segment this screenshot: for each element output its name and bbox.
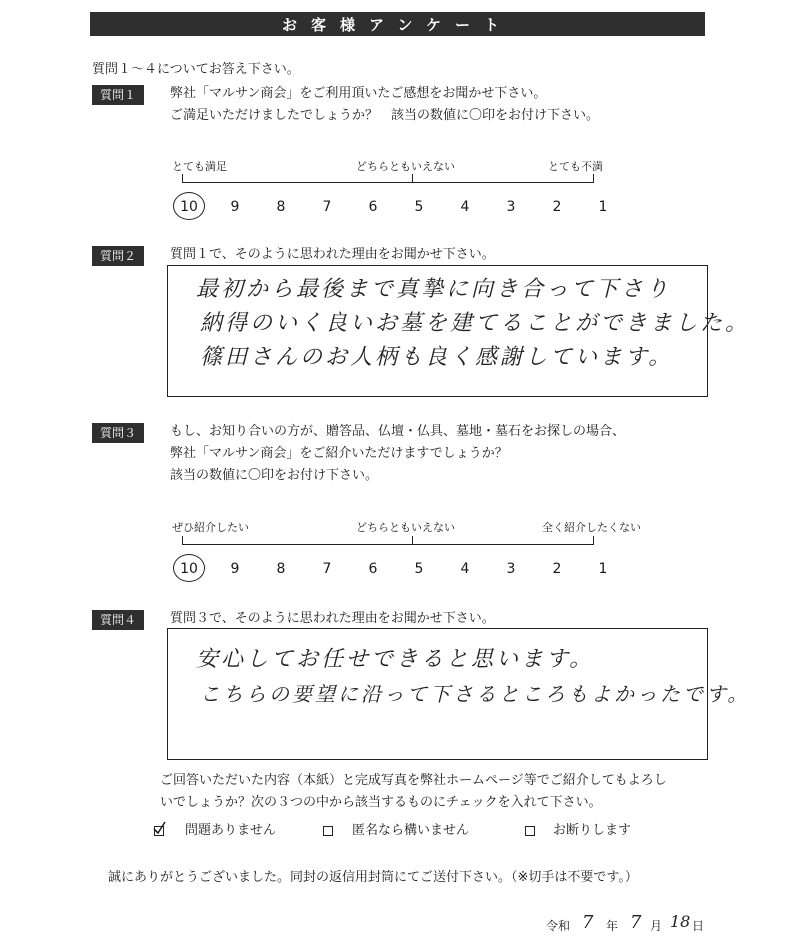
q1-text-line2: ご満足いただけましたでしょうか？ 該当の数値に〇印をお付け下さい。 — [170, 108, 600, 123]
q1-tick-right — [593, 174, 594, 183]
thanks-text: 誠にありがとうございました。同封の返信用封筒にてご送付下さい。（※切手は不要です。） — [108, 870, 638, 885]
q1-scale-number-10[interactable]: 10 — [180, 199, 198, 215]
date-day: 18 — [670, 912, 691, 931]
date-day-unit: 日 — [692, 919, 705, 933]
q4-answer-line2: こちらの要望に沿って下さるところもよかったです。 — [200, 682, 751, 706]
q1-scale-number-8[interactable]: 8 — [276, 199, 286, 215]
q3-caption-middle: どちらともいえない — [356, 521, 455, 534]
q1-tick-left — [182, 174, 183, 183]
q1-scale-number-1[interactable]: 1 — [598, 199, 608, 215]
q4-question: 質問３で、そのように思われた理由をお聞かせ下さい。 — [170, 611, 495, 626]
q3-tick-middle — [412, 536, 413, 545]
q3-caption-left: ぜひ紹介したい — [172, 521, 249, 534]
q1-label: 質問１ — [92, 85, 144, 105]
q1-scale-number-7[interactable]: 7 — [322, 199, 332, 215]
q3-label: 質問３ — [92, 423, 144, 443]
q3-caption-right: 全く紹介したくない — [542, 521, 641, 534]
q1-scale-number-4[interactable]: 4 — [460, 199, 470, 215]
option-no-problem-label: 問題ありません — [185, 823, 277, 838]
q1-tick-middle — [412, 174, 413, 183]
q3-scale-number-1[interactable]: 1 — [598, 561, 608, 577]
q3-scale-number-5[interactable]: 5 — [414, 561, 424, 577]
q3-text-line3: 該当の数値に〇印をお付け下さい。 — [170, 468, 379, 483]
survey-title: お客様アンケート — [90, 12, 705, 36]
q4-answer-line1: 安心してお任せできると思います。 — [196, 647, 595, 672]
date-year-unit: 年 — [606, 919, 619, 933]
q3-text-line2: 弊社「マルサン商会」をご紹介いただけますでしょうか？ — [170, 446, 508, 461]
q2-answer-line3: 篠田さんのお人柄も良く感謝しています。 — [200, 345, 674, 370]
date-field — [546, 912, 716, 936]
option-anonymous-label: 匿名なら構いません — [352, 823, 470, 838]
consent-text-line1: ご回答いただいた内容（本紙）と完成写真を弊社ホームページ等でご紹介してもよろし — [160, 773, 667, 788]
q3-tick-left — [182, 536, 183, 545]
q3-scale-number-6[interactable]: 6 — [368, 561, 378, 577]
q1-caption-right: とても不満 — [548, 160, 603, 173]
date-era: 令和 — [546, 919, 571, 933]
option-decline-label: お断りします — [553, 823, 632, 838]
q3-selected-circle — [173, 554, 205, 582]
q3-scale-number-3[interactable]: 3 — [506, 561, 516, 577]
q3-scale-number-4[interactable]: 4 — [460, 561, 470, 577]
q2-answer-line1: 最初から最後まで真摯に向き合って下さり — [196, 277, 672, 302]
date-month: 7 — [630, 912, 645, 933]
q3-scale-number-9[interactable]: 9 — [230, 561, 240, 577]
intro-text: 質問１～４についてお答え下さい。 — [92, 62, 300, 77]
date-month-unit: 月 — [650, 919, 663, 933]
q3-scale-number-7[interactable]: 7 — [322, 561, 332, 577]
q1-scale-line — [182, 182, 594, 183]
option-no-problem-checkbox[interactable] — [154, 826, 164, 836]
q1-text-line1: 弊社「マルサン商会」をご利用頂いたご感想をお聞かせ下さい。 — [170, 86, 547, 101]
q4-label: 質問４ — [92, 610, 144, 630]
q1-scale-number-6[interactable]: 6 — [368, 199, 378, 215]
q3-text-line1: もし、お知り合いの方が、贈答品、仏壇・仏具、墓地・墓石をお探しの場合、 — [170, 424, 626, 439]
q1-caption-middle: どちらともいえない — [356, 160, 455, 173]
q1-scale-number-3[interactable]: 3 — [506, 199, 516, 215]
q1-selected-circle — [173, 192, 205, 220]
q1-caption-left: とても満足 — [172, 160, 227, 173]
check-mark-icon — [153, 821, 167, 835]
q2-question: 質問１で、そのように思われた理由をお聞かせ下さい。 — [170, 247, 495, 262]
q3-scale-line — [182, 544, 594, 545]
q2-answer-line2: 納得のいく良いお墓を建てることができました。 — [200, 311, 751, 336]
q3-tick-right — [593, 536, 594, 545]
option-decline-checkbox[interactable] — [525, 826, 535, 836]
q1-scale-number-2[interactable]: 2 — [552, 199, 562, 215]
q2-label: 質問２ — [92, 246, 144, 266]
q3-scale-number-8[interactable]: 8 — [276, 561, 286, 577]
q3-scale-number-10[interactable]: 10 — [180, 561, 198, 577]
option-anonymous-checkbox[interactable] — [323, 826, 333, 836]
date-year: 7 — [582, 912, 597, 933]
consent-text-line2: いでしょうか？次の３つの中から該当するものにチェックを入れて下さい。 — [160, 795, 602, 810]
q3-scale-number-2[interactable]: 2 — [552, 561, 562, 577]
q1-scale-number-5[interactable]: 5 — [414, 199, 424, 215]
q1-scale-number-9[interactable]: 9 — [230, 199, 240, 215]
